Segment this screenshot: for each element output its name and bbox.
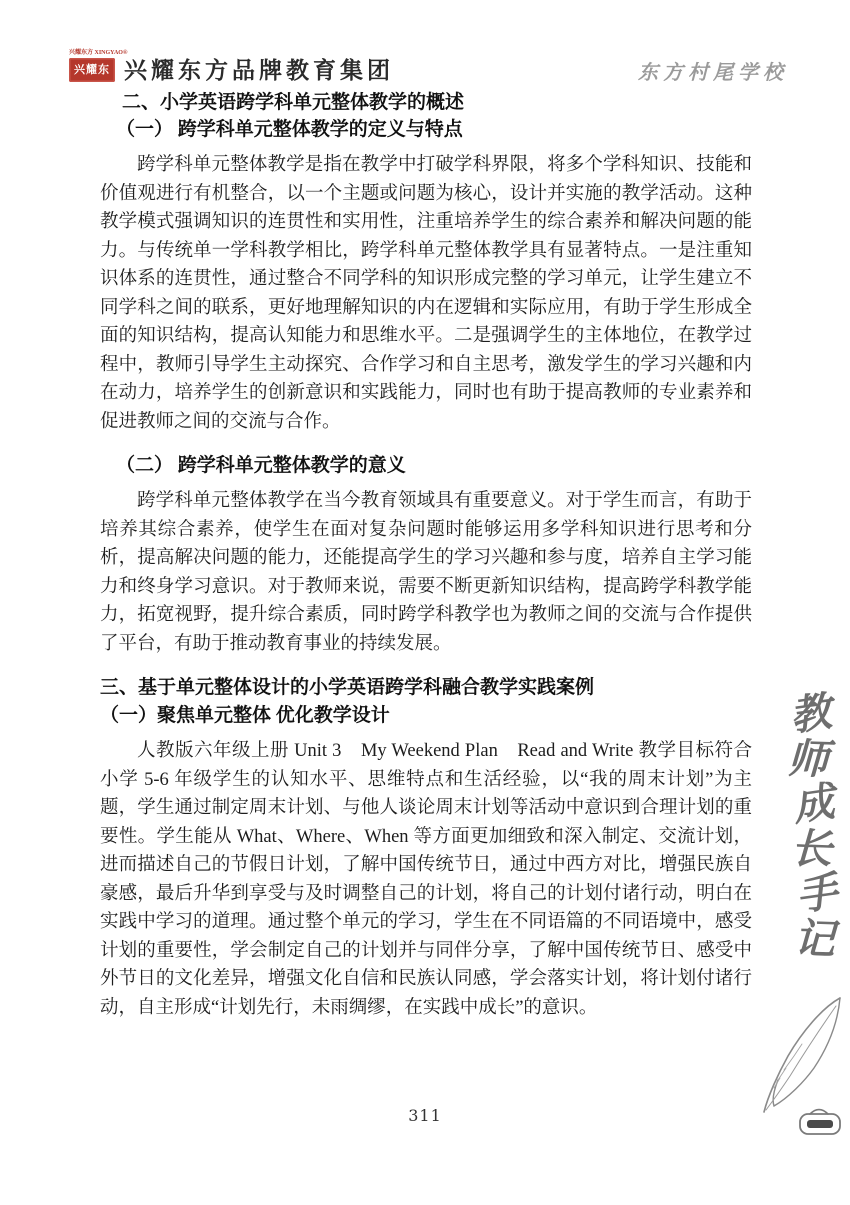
logo-seal-icon: 兴耀东方 <box>69 58 115 82</box>
page-header <box>0 0 850 100</box>
logo-small-text: 兴耀东方 XINGYAO® <box>69 50 128 56</box>
company-name: 兴耀东方品牌教育集团 <box>124 58 394 83</box>
vertical-calligraphy-teacher-growth-notes <box>778 687 845 964</box>
calligraphy-char: 教 <box>786 687 834 741</box>
subsection-heading-3-1: （一）聚焦单元整体 优化教学设计 <box>100 705 390 726</box>
subsection-heading-2-2: （二） 跨学科单元整体教学的意义 <box>116 455 406 476</box>
calligraphy-char: 师 <box>786 734 829 784</box>
document-body <box>100 90 752 1022</box>
calligraphy-char: 成 <box>789 777 837 831</box>
school-name: 东方村尾学校 <box>638 62 788 84</box>
company-logo <box>69 50 128 100</box>
paragraph-significance: 跨学科单元整体教学在当今教育领域具有重要意义。对于学生而言，有助于培养其综合素养，使学生在面对复杂问题时能够运用多学科知识进行思考和分析，提高解决问题的能力，还能提高学生的学习兴趣和参与度，培养自主学习能力和终身学习意识。对于教师来说，需要不断更新知识结构，提高跨学科教学能力，拓宽视野，提升综合素质，同时跨学科教学也为教师之间的交流与合作提供了平台，有助于推动教育事业的持续发展。 <box>100 491 752 654</box>
calligraphy-char: 手 <box>792 867 840 921</box>
calligraphy-char: 长 <box>789 824 833 874</box>
paragraph-case-study: 人教版六年级上册 Unit 3 My Weekend Plan Read and Write 教学目标符合小学 5-6 年级学生的认知水平、思维特点和生活经验，以“我的周末计划”为主题，学生通过制定周末计划、与他人谈论周末计划等活动中意识到合理计划的重要性。学生能从 What、Where、When 等方面更加细致和深入制定、交流计划，进而描述自己的节假日计划，了解中国传统节日，通过中西方对比，增强民族自豪感，最后升华到享受与及时调整自己的计划，将自己的计划付诸行动，明白在实践中学习的道理。通过整个单元的学习，学生在不同语篇的不同语境中，感受计划的重要性，学会制定自己的计划并与同伴分享，了解中国传统节日、感受中外节日的文化差异，增强文化自信和民族认同感，学会落实计划，将计划付诸行动，自主形成“计划先行，未雨绸缪，在实践中成长”的意识。 <box>100 741 752 1018</box>
calligraphy-char: 记 <box>792 914 836 964</box>
paragraph-definition: 跨学科单元整体教学是指在教学中打破学科界限，将多个学科知识、技能和价值观进行有机整合，以一个主题或问题为核心，设计并实施的教学活动。这种教学模式强调知识的连贯性和实用性，注重培养学生的综合素养和解决问题的能力。与传统单一学科教学相比，跨学科单元整体教学具有显著特点。一是注重知识体系的连贯性，通过整合不同学科的知识形成完整的学习单元，让学生建立不同学科之间的联系，更好地理解知识的内在逻辑和实际应用，有助于学生形成全面的知识结构，提高认知能力和思维水平。二是强调学生的主体地位，在教学过程中，教师引导学生主动探究、合作学习和自主思考，激发学生的学习兴趣和内在动力，培养学生的创新意识和实践能力，同时也有助于提高教师的专业素养和促进教师之间的交流与合作。 <box>100 155 752 432</box>
section-heading-3: 三、基于单元整体设计的小学英语跨学科融合教学实践案例 <box>100 677 595 698</box>
section-heading-2: 二、小学英语跨学科单元整体教学的概述 <box>122 92 465 113</box>
subsection-heading-2-1: （一） 跨学科单元整体教学的定义与特点 <box>116 119 463 140</box>
page-number: 311 <box>408 1106 442 1125</box>
